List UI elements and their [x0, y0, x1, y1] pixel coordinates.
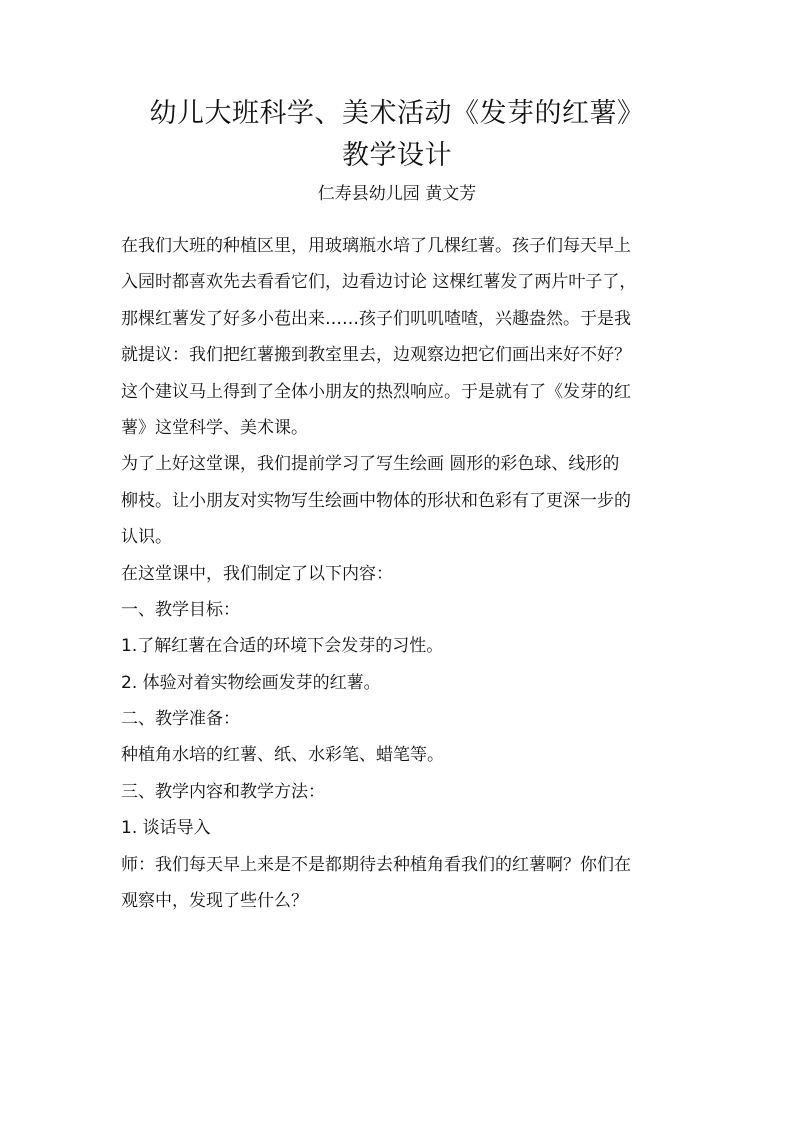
- body-line: 薯》这堂科学、美术课。: [121, 417, 308, 438]
- author-line: 仁寿县幼儿园 黄文芳: [317, 184, 477, 204]
- document-title-line-2: 教学设计: [342, 140, 452, 171]
- section-heading: 三、教学内容和教学方法：: [121, 781, 325, 802]
- body-line: 就提议：我们把红薯搬到教室里去，边观察边把它们画出来好不好？: [121, 345, 631, 366]
- body-line: 柳枝。让小朋友对实物写生绘画中物体的形状和色彩有了更深一步的: [121, 490, 631, 511]
- body-line: 在这堂课中，我们制定了以下内容：: [121, 563, 393, 584]
- body-line: 这个建议马上得到了全体小朋友的热烈响应。于是就有了《发芽的红: [121, 381, 631, 402]
- body-line: 入园时都喜欢先去看看它们，边看边讨论 这棵红薯发了两片叶子了，: [121, 272, 637, 293]
- body-line: 认识。: [121, 527, 172, 548]
- document-body: [121, 228, 681, 919]
- section-heading: 一、教学目标：: [121, 599, 240, 620]
- body-line: 为了上好这堂课，我们提前学习了写生绘画 圆形的彩色球、线形的: [121, 454, 620, 475]
- document-title-line-1: 幼儿大班科学、美术活动《发芽的红薯》: [149, 98, 645, 129]
- body-line: 1.了解红薯在合适的环境下会发芽的习性。: [121, 636, 444, 657]
- section-heading: 二、教学准备：: [121, 709, 240, 730]
- subsection-heading: 1. 谈话导入: [121, 818, 211, 839]
- body-line: 那棵红薯发了好多小苞出来……孩子们叽叽喳喳，兴趣盎然。于是我: [121, 308, 631, 329]
- body-line: 2. 体验对着实物绘画发芽的红薯。: [121, 672, 381, 693]
- body-line: 观察中，发现了些什么？: [121, 891, 308, 912]
- body-line: 师：我们每天早上来是不是都期待去种植角看我们的红薯啊？你们在: [121, 854, 631, 875]
- body-line: 在我们大班的种植区里，用玻璃瓶水培了几棵红薯。孩子们每天早上: [121, 236, 631, 256]
- body-line: 种植角水培的红薯、纸、水彩笔、蜡笔等。: [121, 745, 444, 766]
